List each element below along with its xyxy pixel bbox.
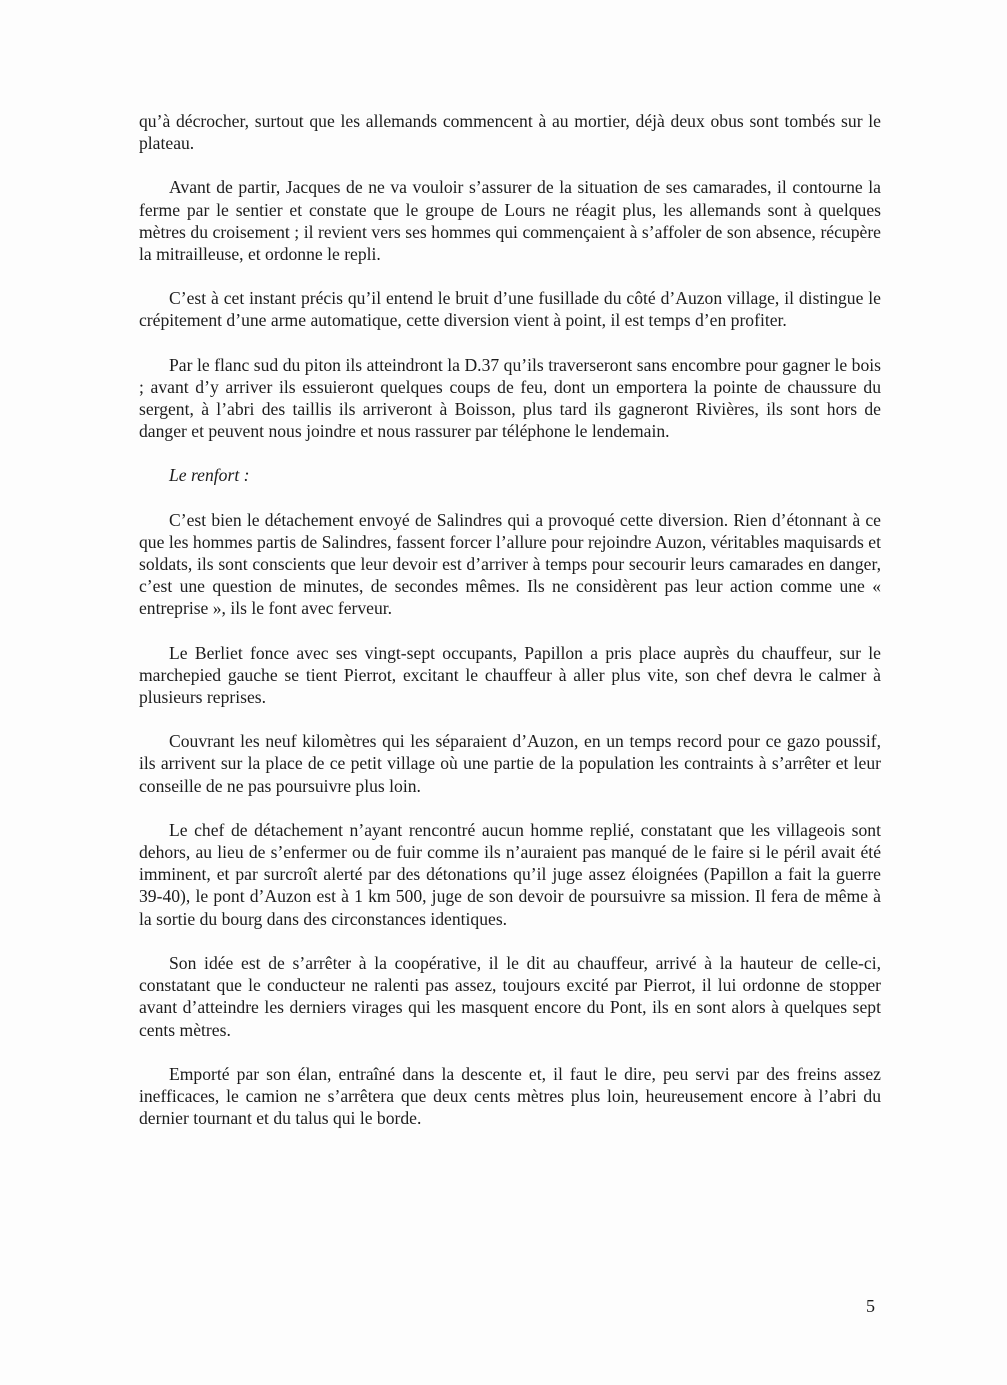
- paragraph-6: Le Berliet fonce avec ses vingt-sept occupants, Papillon a pris place auprès du chauffeur, sur le marchepied gauche se tient Pierrot, excitant le chauffeur à aller plus vite, son chef devra le calmer à plusieurs reprises.: [139, 642, 881, 708]
- page-number: 5: [866, 1296, 875, 1316]
- paragraph-1: qu’à décrocher, surtout que les allemands commencent à au mortier, déjà deux obus sont tombés sur le plateau.: [139, 111, 881, 154]
- paragraph-8: Le chef de détachement n’ayant rencontré aucun homme replié, constatant que les villageois sont dehors, au lieu de s’enfermer ou de fuir comme ils n’auraient pas manqué de le faire si le péril avait été imminent, et par surcroît alerté par des détonations qu’il juge assez éloignées (Papillon a fait la guerre 39-40), le pont d’Auzon est à 1 km 500, juge de son devoir de poursuivre sa mission. Il fera de même à la sortie du bourg dans des circonstances identiques.: [139, 819, 881, 929]
- section-heading: Le renfort :: [169, 465, 250, 486]
- paragraph-7: Couvrant les neuf kilomètres qui les séparaient d’Auzon, en un temps record pour ce gazo poussif, ils arrivent sur la place de ce petit village où une partie de la population les contraints à s’arrêter et leur conseille de ne pas poursuivre plus loin.: [139, 731, 881, 796]
- paragraph-2: Avant de partir, Jacques de ne va vouloir s’assurer de la situation de ses camarades, il contourne la ferme par le sentier et constate que le groupe de Lours ne réagit plus, les allemands sont à quelques mètres du croisement ; il revient vers ses hommes qui commençaient à s’affoler de son absence, récupère la mitrailleuse, et ordonne le repli.: [139, 177, 881, 265]
- paragraph-5: C’est bien le détachement envoyé de Salindres qui a provoqué cette diversion. Rien d’étonnant à ce que les hommes partis de Salindres, fassent forcer l’allure pour rejoindre Auzon, véritables maquisards et soldats, ils sont conscients que leur devoir est d’arriver à temps pour secourir leurs camarades en danger, c’est une question de minutes, de secondes mêmes. Ils ne considèrent pas leur action comme une « entreprise », ils le font avec ferveur.: [139, 509, 881, 619]
- paragraph-9: Son idée est de s’arrêter à la coopérative, il le dit au chauffeur, arrivé à la hauteur de celle-ci, constatant que le conducteur ne ralenti pas assez, toujours excité par Pierrot, il lui ordonne de stopper avant d’atteindre les derniers virages qui les masquent encore du Pont, ils en sont alors à quelques sept cents mètres.: [139, 952, 881, 1040]
- paragraph-4: Par le flanc sud du piton ils atteindront la D.37 qu’ils traverseront sans encombre pour gagner le bois ; avant d’y arriver ils essuieront quelques coups de feu, dont un emportera la pointe de chaussure du sergent, à l’abri des taillis ils arriveront à Boisson, plus tard ils gagneront Rivières, ils sont hors de danger et peuvent nous joindre et nous rassurer par téléphone le lendemain.: [139, 354, 881, 442]
- document-body: [139, 110, 881, 1151]
- paragraph-3: C’est à cet instant précis qu’il entend le bruit d’une fusillade du côté d’Auzon village, il distingue le crépitement d’une arme automatique, cette diversion vient à point, il est temps d’en profiter.: [139, 288, 881, 331]
- paragraph-10: Emporté par son élan, entraîné dans la descente et, il faut le dire, peu servi par des freins assez inefficaces, le camion ne s’arrêtera que deux cents mètres plus loin, heureusement encore à l’abri du dernier tournant et du talus qui le borde.: [139, 1063, 881, 1129]
